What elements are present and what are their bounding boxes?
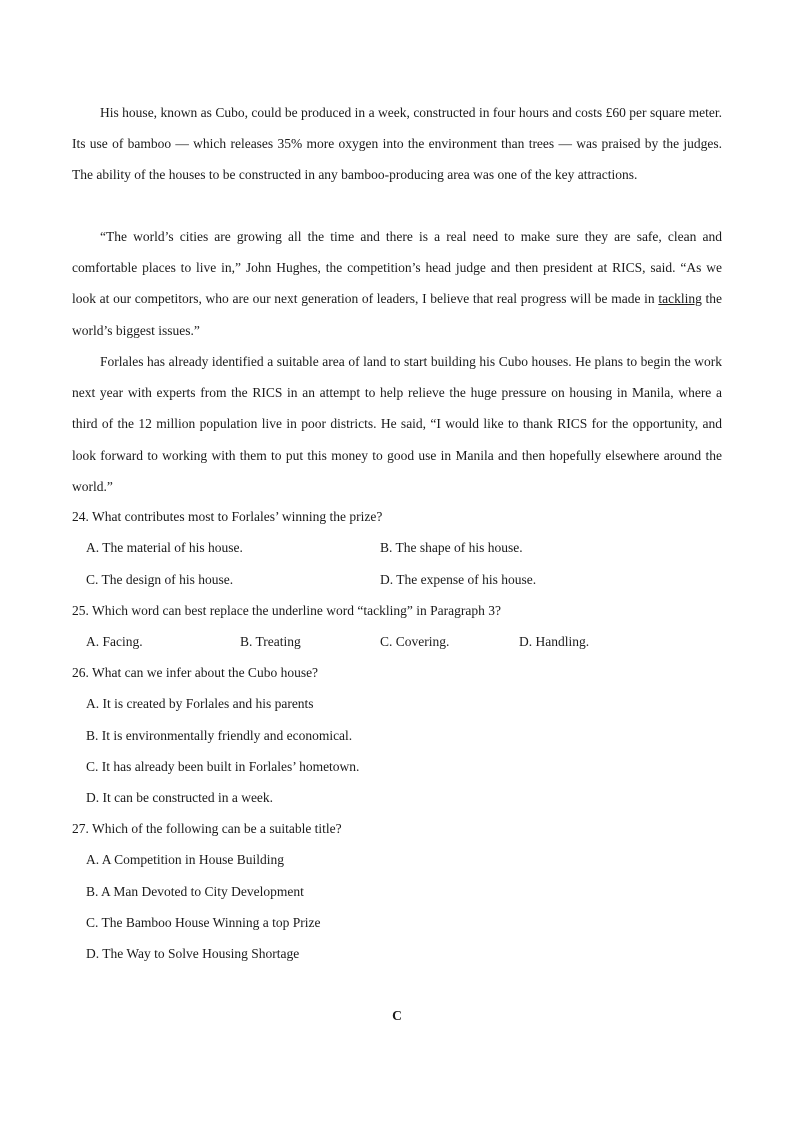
- question-26-option-c: C. It has already been built in Forlales’ hometown.: [86, 759, 360, 774]
- question-27-option-c: C. The Bamboo House Winning a top Prize: [86, 915, 321, 930]
- question-25-stem: 25. Which word can best replace the underline word “tackling” in Paragraph 3?: [72, 603, 501, 618]
- underlined-word-tackling: tackling: [658, 291, 702, 307]
- question-24-option-a: A. The material of his house.: [86, 540, 243, 555]
- question-24-stem: 24. What contributes most to Forlales’ winning the prize?: [72, 509, 383, 524]
- paragraph-2: [72, 221, 722, 346]
- section-heading-c: C: [392, 1008, 402, 1023]
- question-26-option-d: D. It can be constructed in a week.: [86, 790, 274, 805]
- question-24-option-d: D. The expense of his house.: [380, 572, 537, 587]
- question-27-option-a: A. A Competition in House Building: [86, 852, 285, 867]
- question-27-option-b: B. A Man Devoted to City Development: [86, 884, 304, 899]
- paragraph-2-text-after: the world’s biggest issues.”: [72, 291, 722, 338]
- question-27-stem: 27. Which of the following can be a suitable title?: [72, 821, 342, 836]
- paragraph-3: Forlales has already identified a suitable area of land to start building his Cubo houses. He plans to begin the work next year with experts from the RICS in an attempt to help relieve the huge pressure on housing in Manila, where a third of the 12 million population live in poor districts. He said, “I would like to thank RICS for the opportunity, and look forward to working with them to put this money to good use in Manila and then hopefully elsewhere around the world.”: [72, 354, 722, 494]
- question-27-option-d: D. The Way to Solve Housing Shortage: [86, 946, 300, 961]
- question-26-option-a: A. It is created by Forlales and his parents: [86, 696, 314, 711]
- question-24-option-c: C. The design of his house.: [86, 572, 234, 587]
- question-25-option-c: C. Covering.: [380, 634, 450, 649]
- question-26-stem: 26. What can we infer about the Cubo house?: [72, 665, 319, 680]
- question-25-option-b: B. Treating: [240, 634, 301, 649]
- paragraph-2-text-before: “The world’s cities are growing all the time and there is a real need to make sure they are safe, clean and comfortable places to live in,” John Hughes, the competition’s head judge and then president at RICS, said. “As we look at our competitors, who are our next generation of leaders, I believe that real progress will be made in: [72, 229, 722, 307]
- question-26-option-b: B. It is environmentally friendly and economical.: [86, 728, 353, 743]
- paragraph-1: His house, known as Cubo, could be produced in a week, constructed in four hours and costs £60 per square meter. Its use of bamboo — which releases 35% more oxygen into the environment than trees — was praised by the judges. The ability of the houses to be constructed in any bamboo-producing area was one of the key attractions.: [72, 105, 722, 183]
- question-24-option-b: B. The shape of his house.: [380, 540, 523, 555]
- question-25-option-d: D. Handling.: [519, 634, 590, 649]
- question-25-option-a: A. Facing.: [86, 634, 143, 649]
